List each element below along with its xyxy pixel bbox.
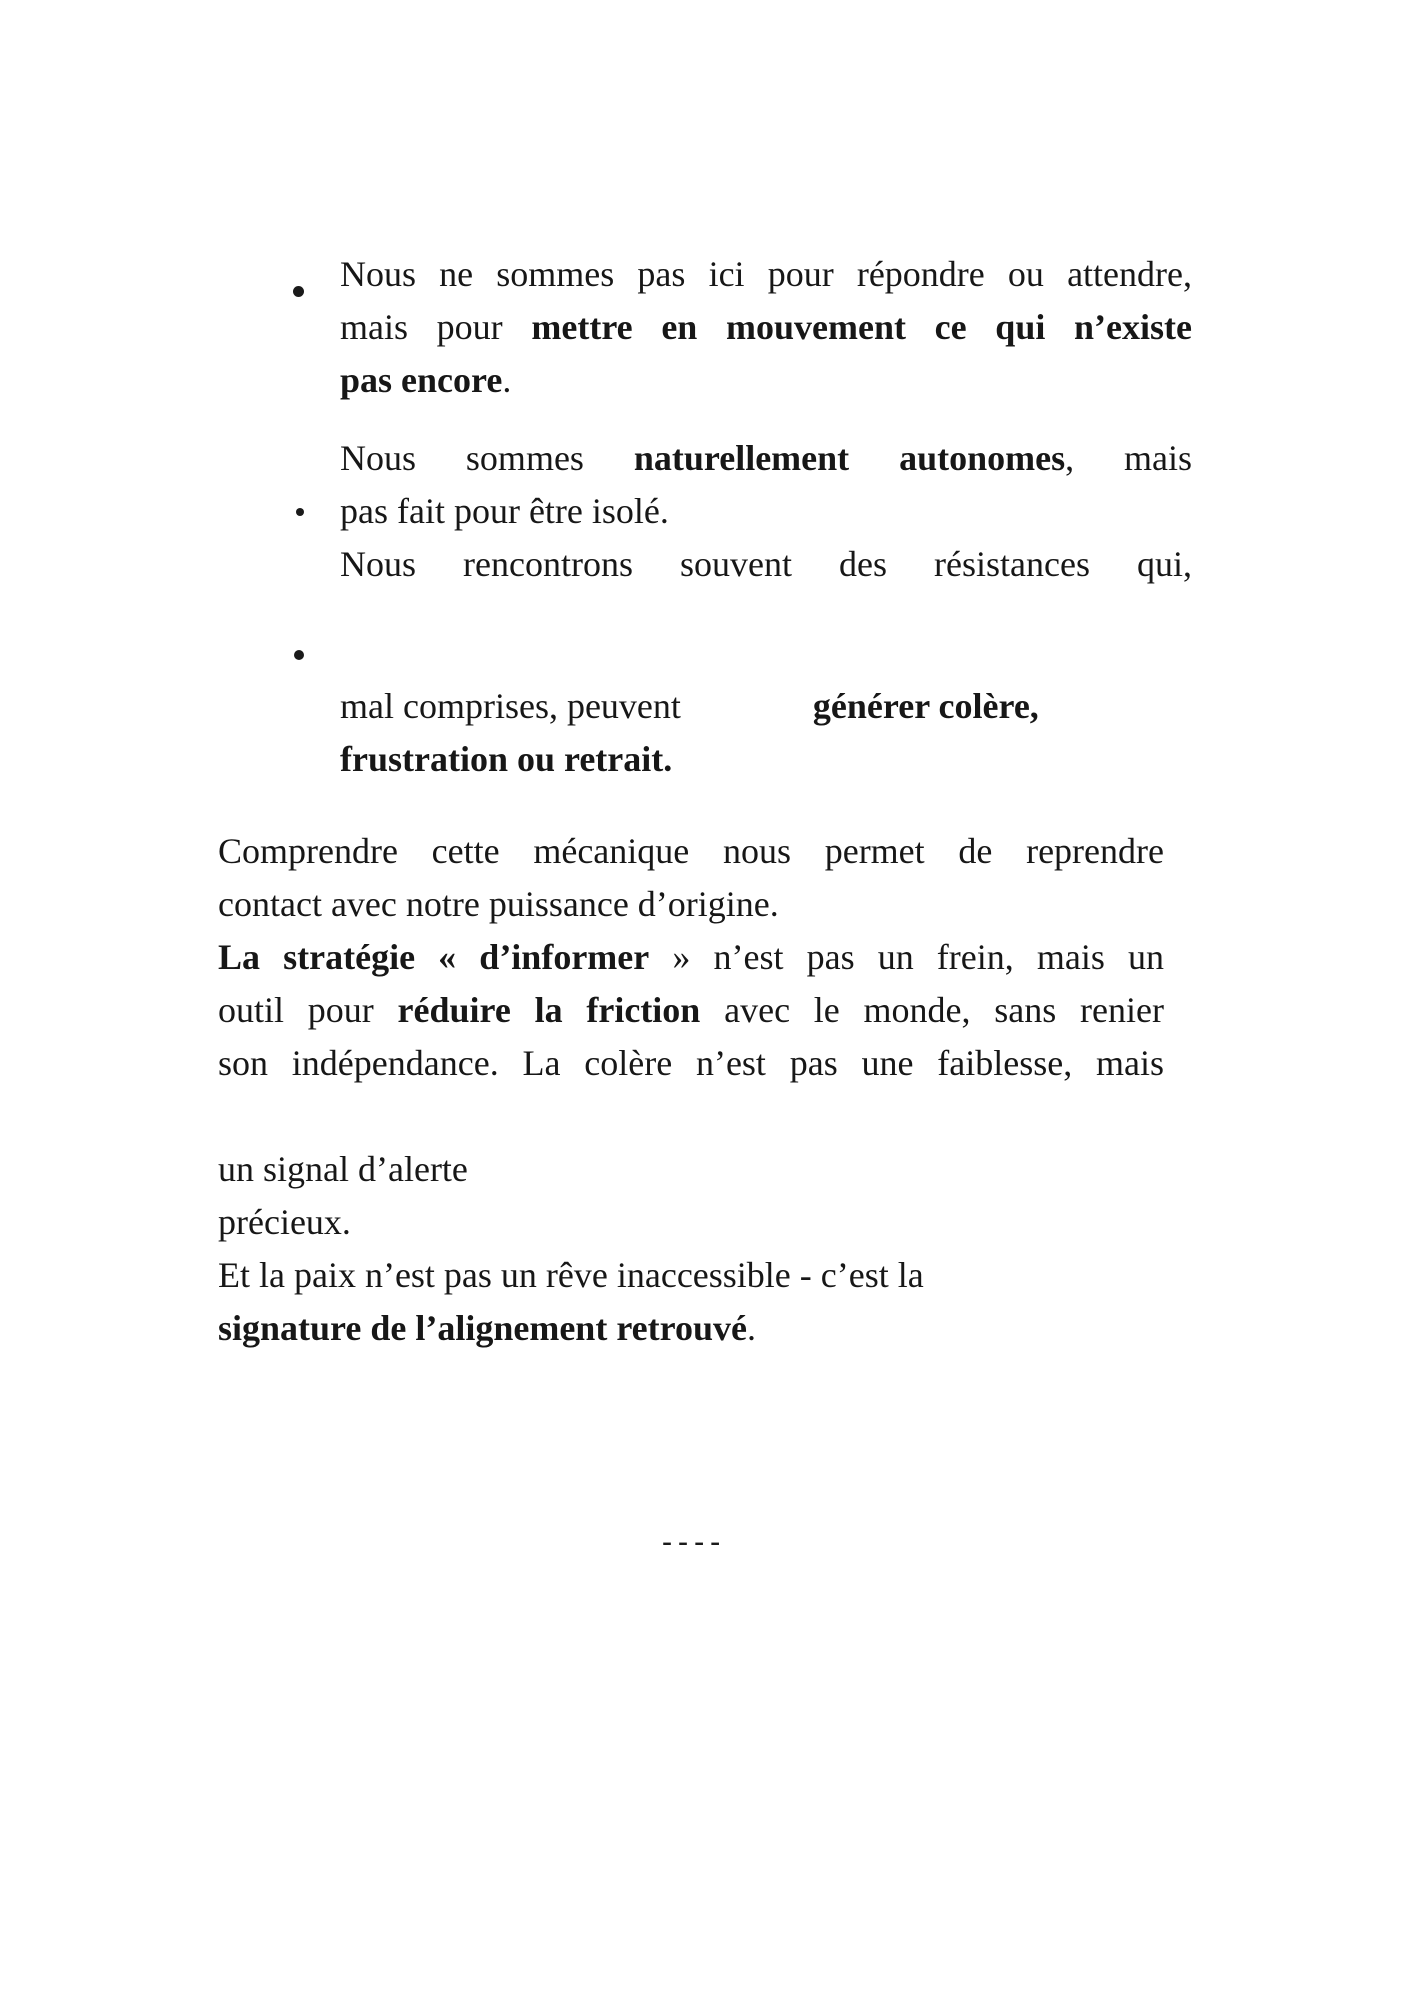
paragraph-closing bbox=[218, 1143, 1164, 1355]
text-segment: » n’est pas un frein, mais un bbox=[649, 937, 1164, 977]
text-line bbox=[340, 485, 1192, 538]
bold-text-segment: générer colère, bbox=[812, 686, 1039, 726]
bullet-dot-icon bbox=[294, 650, 304, 660]
text-line bbox=[340, 432, 1192, 485]
text-segment: précieux. bbox=[218, 1202, 351, 1242]
text-segment: Nous sommes bbox=[340, 438, 634, 478]
text-line bbox=[218, 878, 1164, 931]
text-segment: . bbox=[746, 1308, 756, 1348]
bold-text-segment: La stratégie « d’informer bbox=[218, 937, 650, 977]
text-segment: Nous ne sommes pas ici pour répondre ou attendre, bbox=[340, 254, 1192, 294]
text-line bbox=[340, 248, 1192, 301]
text-segment: , mais bbox=[1065, 438, 1193, 478]
text-line bbox=[340, 733, 1192, 786]
paragraph-main bbox=[218, 825, 1164, 1090]
bullet-item-1 bbox=[340, 248, 1192, 407]
bold-text-segment: pas encore bbox=[340, 360, 503, 400]
text-segment: outil pour bbox=[218, 990, 398, 1030]
text-line bbox=[340, 538, 1192, 591]
text-segment: son indépendance. La colère n’est pas une faiblesse, mais bbox=[218, 1043, 1164, 1083]
inline-gap bbox=[681, 717, 813, 718]
text-segment: avec le monde, sans renier bbox=[700, 990, 1164, 1030]
text-line bbox=[218, 931, 1164, 984]
text-line bbox=[218, 984, 1164, 1037]
text-segment: Et la paix n’est pas un rêve inaccessible - c’est la bbox=[218, 1255, 924, 1295]
separator-dashes: ---- bbox=[658, 1525, 723, 1560]
bold-text-segment: mettre en mouvement ce qui n’existe bbox=[531, 307, 1193, 347]
text-segment: . bbox=[502, 360, 512, 400]
text-line bbox=[218, 1037, 1164, 1090]
text-line bbox=[218, 1249, 1164, 1302]
text-line bbox=[218, 1302, 1164, 1355]
bold-text-segment: réduire la friction bbox=[397, 990, 701, 1030]
bullet-dot-icon bbox=[296, 508, 304, 516]
bold-text-segment: signature de l’alignement retrouvé bbox=[218, 1308, 747, 1348]
text-segment: Comprendre cette mécanique nous permet de reprendre bbox=[218, 831, 1164, 871]
text-line bbox=[340, 680, 1192, 733]
text-line bbox=[340, 354, 1192, 407]
text-segment: pas fait pour être isolé. bbox=[340, 491, 669, 531]
bullet-dot-icon bbox=[293, 286, 304, 297]
bullet-item-2 bbox=[340, 432, 1192, 591]
text-segment: Nous rencontrons souvent des résistances qui, bbox=[340, 544, 1192, 584]
text-line bbox=[218, 1143, 1164, 1196]
text-line bbox=[218, 1196, 1164, 1249]
bold-text-segment: naturellement autonomes bbox=[633, 438, 1066, 478]
text-segment: un signal d’alerte bbox=[218, 1149, 468, 1189]
text-line bbox=[340, 301, 1192, 354]
text-segment: contact avec notre puissance d’origine. bbox=[218, 884, 779, 924]
text-line bbox=[218, 825, 1164, 878]
bold-text-segment: frustration ou retrait. bbox=[340, 739, 673, 779]
text-segment: mais pour bbox=[340, 307, 532, 347]
bullet-item-3 bbox=[340, 680, 1192, 786]
text-segment: mal comprises, peuvent bbox=[340, 686, 681, 726]
